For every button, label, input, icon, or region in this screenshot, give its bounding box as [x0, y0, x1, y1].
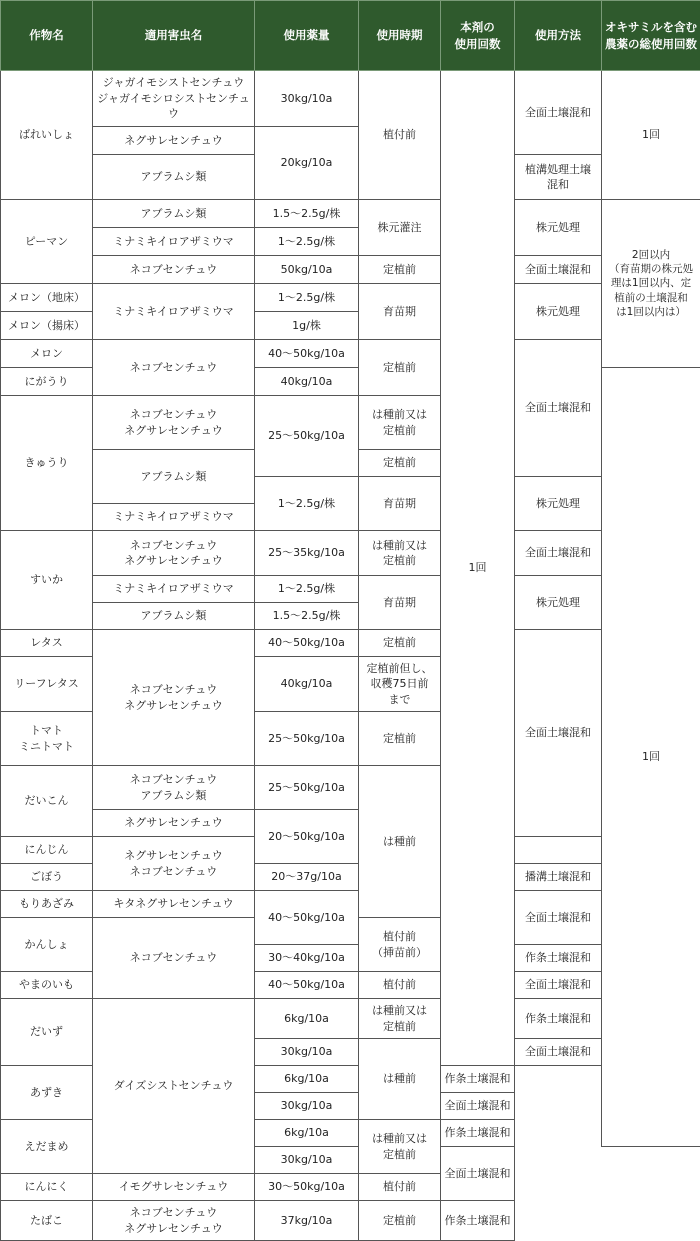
table-header-row — [1, 1, 700, 71]
dose-cell: 6kg/10a — [255, 1066, 359, 1093]
method-cell: 全面土壌混和 — [441, 1093, 515, 1120]
method-cell: 株元処理 — [515, 477, 602, 531]
pest-cell: ミナミキイロアザミウマ — [93, 576, 255, 603]
pest-cell: ネコブセンチュウ — [93, 256, 255, 284]
timing-cell: 植付前 — [359, 972, 441, 999]
method-cell: 播溝土壌混和 — [515, 864, 602, 891]
dose-cell: 50kg/10a — [255, 256, 359, 284]
header-usage-count: 本剤の 使用回数 — [441, 1, 515, 71]
dose-cell: 1.5～2.5g/株 — [255, 603, 359, 630]
crop-cell: えだまめ — [1, 1120, 93, 1174]
dose-cell: 40kg/10a — [255, 368, 359, 396]
dose-cell: 6kg/10a — [255, 999, 359, 1039]
pest-cell: キタネグサレセンチュウ — [93, 891, 255, 918]
pest-cell: ネコブセンチュウ ネグサレセンチュウ — [93, 1201, 255, 1241]
dose-cell: 30kg/10a — [255, 1039, 359, 1066]
table-row — [1, 630, 700, 657]
pest-cell: アブラムシ類 — [93, 155, 255, 200]
timing-cell: は種前又は 定植前 — [359, 396, 441, 450]
pest-cell: ネコブセンチュウ ネグサレセンチュウ — [93, 396, 255, 450]
dose-cell: 25～50kg/10a — [255, 766, 359, 810]
method-cell: 株元処理 — [515, 200, 602, 256]
dose-cell: 25～35kg/10a — [255, 531, 359, 576]
method-cell: 全面土壌混和 — [515, 891, 602, 945]
pest-cell: ネコブセンチュウ — [93, 340, 255, 396]
dose-cell: 1～2.5g/株 — [255, 576, 359, 603]
timing-cell: は種前又は 定植前 — [359, 531, 441, 576]
method-cell: 作条土壌混和 — [515, 999, 602, 1039]
method-cell: 全面土壌混和 — [515, 256, 602, 284]
pest-cell: ダイズシストセンチュウ — [93, 999, 255, 1174]
crop-cell: だいこん — [1, 766, 93, 837]
dose-cell: 20～37g/10a — [255, 864, 359, 891]
table-row — [1, 200, 700, 228]
timing-cell: 定植前 — [359, 712, 441, 766]
dose-cell: 30kg/10a — [255, 1093, 359, 1120]
dose-cell: 20～50kg/10a — [255, 810, 359, 864]
timing-cell: 定植前 — [359, 630, 441, 657]
dose-cell: 1g/株 — [255, 312, 359, 340]
pest-cell: ミナミキイロアザミウマ — [93, 228, 255, 256]
timing-cell: 定植前但し、 収穫75日前 まで — [359, 657, 441, 712]
table-row — [1, 256, 700, 284]
crop-cell: やまのいも — [1, 972, 93, 999]
crop-cell: すいか — [1, 531, 93, 630]
table-row — [1, 576, 700, 603]
crop-cell: ピーマン — [1, 200, 93, 284]
method-cell: 株元処理 — [515, 576, 602, 630]
timing-cell: 株元灌注 — [359, 200, 441, 256]
pest-cell: イモグサレセンチュウ — [93, 1174, 255, 1201]
dose-cell: 20kg/10a — [255, 127, 359, 200]
method-cell: 株元処理 — [515, 284, 602, 340]
timing-cell: は種前又は 定植前 — [359, 1120, 441, 1174]
pest-cell: ネコブセンチュウ ネグサレセンチュウ — [93, 531, 255, 576]
table-row — [1, 531, 700, 576]
crop-cell: メロン — [1, 340, 93, 368]
table-row — [1, 891, 700, 918]
dose-cell: 1～2.5g/株 — [255, 284, 359, 312]
table-row — [1, 71, 700, 127]
crop-cell: もりあざみ — [1, 891, 93, 918]
dose-cell: 6kg/10a — [255, 1120, 359, 1147]
crop-cell: メロン（揚床） — [1, 312, 93, 340]
crop-cell: ごぼう — [1, 864, 93, 891]
timing-cell: 育苗期 — [359, 284, 441, 340]
pest-cell: ネコブセンチュウ アブラムシ類 — [93, 766, 255, 810]
crop-cell: メロン（地床） — [1, 284, 93, 312]
header-crop: 作物名 — [1, 1, 93, 71]
pest-cell: ネコブセンチュウ ネグサレセンチュウ — [93, 630, 255, 766]
crop-cell: レタス — [1, 630, 93, 657]
header-pest: 適用害虫名 — [93, 1, 255, 71]
table-row — [1, 340, 700, 368]
timing-cell: 定植前 — [359, 256, 441, 284]
crop-cell: たばこ — [1, 1201, 93, 1241]
crop-cell: あずき — [1, 1066, 93, 1120]
total-count-cell: 1回 — [602, 368, 700, 1147]
method-cell: 全面土壌混和 — [441, 1147, 515, 1201]
pest-cell: アブラムシ類 — [93, 200, 255, 228]
method-cell: 全面土壌混和 — [515, 71, 602, 155]
total-count-cell: 1回 — [602, 71, 700, 200]
pest-cell: ネグサレセンチュウ — [93, 127, 255, 155]
table-row — [1, 284, 700, 312]
timing-cell: 定植前 — [359, 340, 441, 396]
method-cell: 作条土壌混和 — [441, 1120, 515, 1147]
dose-cell: 1～2.5g/株 — [255, 477, 359, 531]
timing-cell: 植付前 — [359, 71, 441, 200]
crop-cell: きゅうり — [1, 396, 93, 531]
pest-cell: ミナミキイロアザミウマ — [93, 504, 255, 531]
crop-cell: だいず — [1, 999, 93, 1066]
header-dose: 使用薬量 — [255, 1, 359, 71]
dose-cell: 40kg/10a — [255, 657, 359, 712]
crop-cell: ばれいしょ — [1, 71, 93, 200]
method-cell: 作条土壌混和 — [515, 945, 602, 972]
crop-cell: にんじん — [1, 837, 93, 864]
method-cell: 全面土壌混和 — [515, 531, 602, 576]
table-row — [1, 1174, 700, 1201]
timing-cell: は種前又は 定植前 — [359, 999, 441, 1039]
total-count-cell: 2回以内 （育苗期の株元処 理は1回以内、定 植前の土壌混和 は1回以内は） — [602, 200, 700, 368]
crop-cell: トマト ミニトマト — [1, 712, 93, 766]
pest-cell: ジャガイモシストセンチュウ ジャガイモシロシストセンチュウ — [93, 71, 255, 127]
dose-cell: 25～50kg/10a — [255, 396, 359, 477]
timing-cell: 定植前 — [359, 450, 441, 477]
crop-cell: リーフレタス — [1, 657, 93, 712]
crop-cell: にがうり — [1, 368, 93, 396]
timing-cell: は種前 — [359, 1039, 441, 1120]
method-cell: 全面土壌混和 — [515, 1039, 602, 1066]
dose-cell: 40～50kg/10a — [255, 630, 359, 657]
timing-cell: 育苗期 — [359, 576, 441, 630]
dose-cell: 40～50kg/10a — [255, 891, 359, 945]
dose-cell: 25～50kg/10a — [255, 712, 359, 766]
dose-cell: 30kg/10a — [255, 71, 359, 127]
method-cell: 全面土壌混和 — [515, 340, 602, 477]
timing-cell: 定植前 — [359, 1201, 441, 1241]
dose-cell: 1.5～2.5g/株 — [255, 200, 359, 228]
timing-cell: は種前 — [359, 766, 441, 918]
dose-cell: 40～50kg/10a — [255, 340, 359, 368]
pest-cell: ミナミキイロアザミウマ — [93, 284, 255, 340]
pest-cell: アブラムシ類 — [93, 603, 255, 630]
header-timing: 使用時期 — [359, 1, 441, 71]
method-cell: 植溝処理土壌 混和 — [515, 155, 602, 200]
dose-cell: 37kg/10a — [255, 1201, 359, 1241]
table-row — [1, 1201, 700, 1241]
usage-count-cell: 1回 — [441, 71, 515, 1066]
pest-cell: アブラムシ類 — [93, 450, 255, 504]
method-cell: 作条土壌混和 — [441, 1066, 515, 1093]
crop-cell: かんしょ — [1, 918, 93, 972]
method-cell: 作条土壌混和 — [441, 1201, 515, 1241]
pest-cell: ネグサレセンチュウ — [93, 810, 255, 837]
header-method: 使用方法 — [515, 1, 602, 71]
header-total-count: オキサミルを含む 農薬の総使用回数 — [602, 1, 700, 71]
dose-cell: 1～2.5g/株 — [255, 228, 359, 256]
pest-cell: ネコブセンチュウ — [93, 918, 255, 999]
pest-cell: ネグサレセンチュウ ネコブセンチュウ — [93, 837, 255, 891]
method-cell: 全面土壌混和 — [515, 972, 602, 999]
dose-cell: 30～40kg/10a — [255, 945, 359, 972]
method-cell: 全面土壌混和 — [515, 630, 602, 837]
dose-cell: 30kg/10a — [255, 1147, 359, 1174]
crop-cell: にんにく — [1, 1174, 93, 1201]
dose-cell: 40～50kg/10a — [255, 972, 359, 999]
timing-cell: 植付前 （挿苗前） — [359, 918, 441, 972]
dose-cell: 30～50kg/10a — [255, 1174, 359, 1201]
timing-cell: 育苗期 — [359, 477, 441, 531]
timing-cell: 植付前 — [359, 1174, 441, 1201]
table-row — [1, 999, 700, 1039]
